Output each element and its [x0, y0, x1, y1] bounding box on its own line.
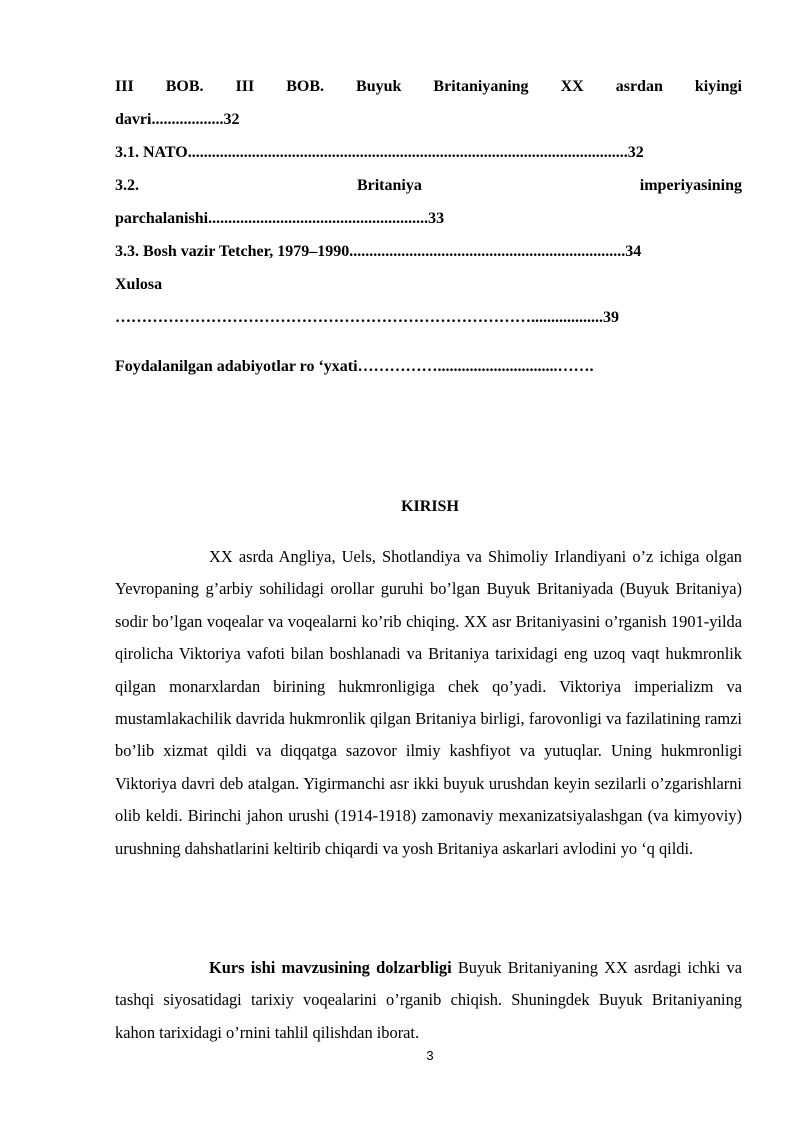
toc-item-3-2-line-2: parchalanishi.......................................................33 [115, 210, 445, 227]
relevance-text: Buyuk Britaniyaning XX asrdagi ichki va tashqi siyosatidagi tarixiy voqealarini o’rganib chiqish. Shuningdek Buyuk Britaniyaning kahon tarixidagi o’rnini tahlil qilishdan iborat. [115, 958, 742, 1042]
toc-item-3-1: 3.1. NATO..............................................................................................................32 [115, 144, 644, 161]
section-heading: KIRISH [401, 498, 459, 515]
intro-text: XX asrda Angliya, Uels, Shotlandiya va Shimoliy Irlandiyani o’z ichiga olgan Yevropaning g’arbiy sohilidagi orollar guruhi bo’lgan Buyuk Britaniyada (Buyuk Britaniya) sodir bo’lgan voqealar va voqealarni ko’rib chiqing. XX asr Britaniyasini o’rganish 1901-yilda qirolicha Viktoriya vafoti bilan boshlanadi va Britaniya tarixidagi eng uzoq vaqt hukmronlik qilgan monarxlardan birining hukmronligiga chek qo’yadi. Viktoriya imperializm va mustamlakachilik davrida hukmronlik qilgan Britaniya birligi, farovonligi va fazilatining ramzi bo’lib xizmat qildi va diqqatga sazovor ilmiy kashfiyot va yutuqlar. Uning hukmronligi Viktoriya davri deb atalgan. Yigirmanchi asr ikki buyuk urushdan keyin sezilarli o’zgarishlarni olib keldi. Birinchi jahon urushi (1914-1918) zamonaviy mexanizatsiyalashgan (va kimyoviy) urushning dahshatlarini keltirib chiqardi va yosh Britaniya askarlari avlodini yo ‘q qildi. [115, 547, 742, 858]
page-number: 3 [426, 1048, 434, 1063]
toc-references: Foydalanilgan adabiyotlar ro ‘yxati……………..............................……. [115, 358, 594, 375]
toc-conclusion-dots: ……………………………………………………………………..................39 [115, 309, 619, 326]
toc-item-3-3: 3.3. Bosh vazir Tetcher, 1979–1990.....................................................................34 [115, 243, 642, 260]
toc-item-3-2-line-1: 3.2. Britaniya imperiyasining [115, 177, 742, 194]
toc-conclusion-label: Xulosa [115, 276, 163, 293]
relevance-heading: Kurs ishi mavzusining dolzarbligi [209, 958, 452, 977]
intro-paragraph [115, 541, 742, 865]
toc-chapter-3-line-2: davri..................32 [115, 111, 240, 128]
relevance-paragraph [115, 952, 742, 1049]
toc-chapter-3-line-1: III BOB. III BOB. Buyuk Britaniyaning XX asrdan kiyingi [115, 78, 742, 95]
